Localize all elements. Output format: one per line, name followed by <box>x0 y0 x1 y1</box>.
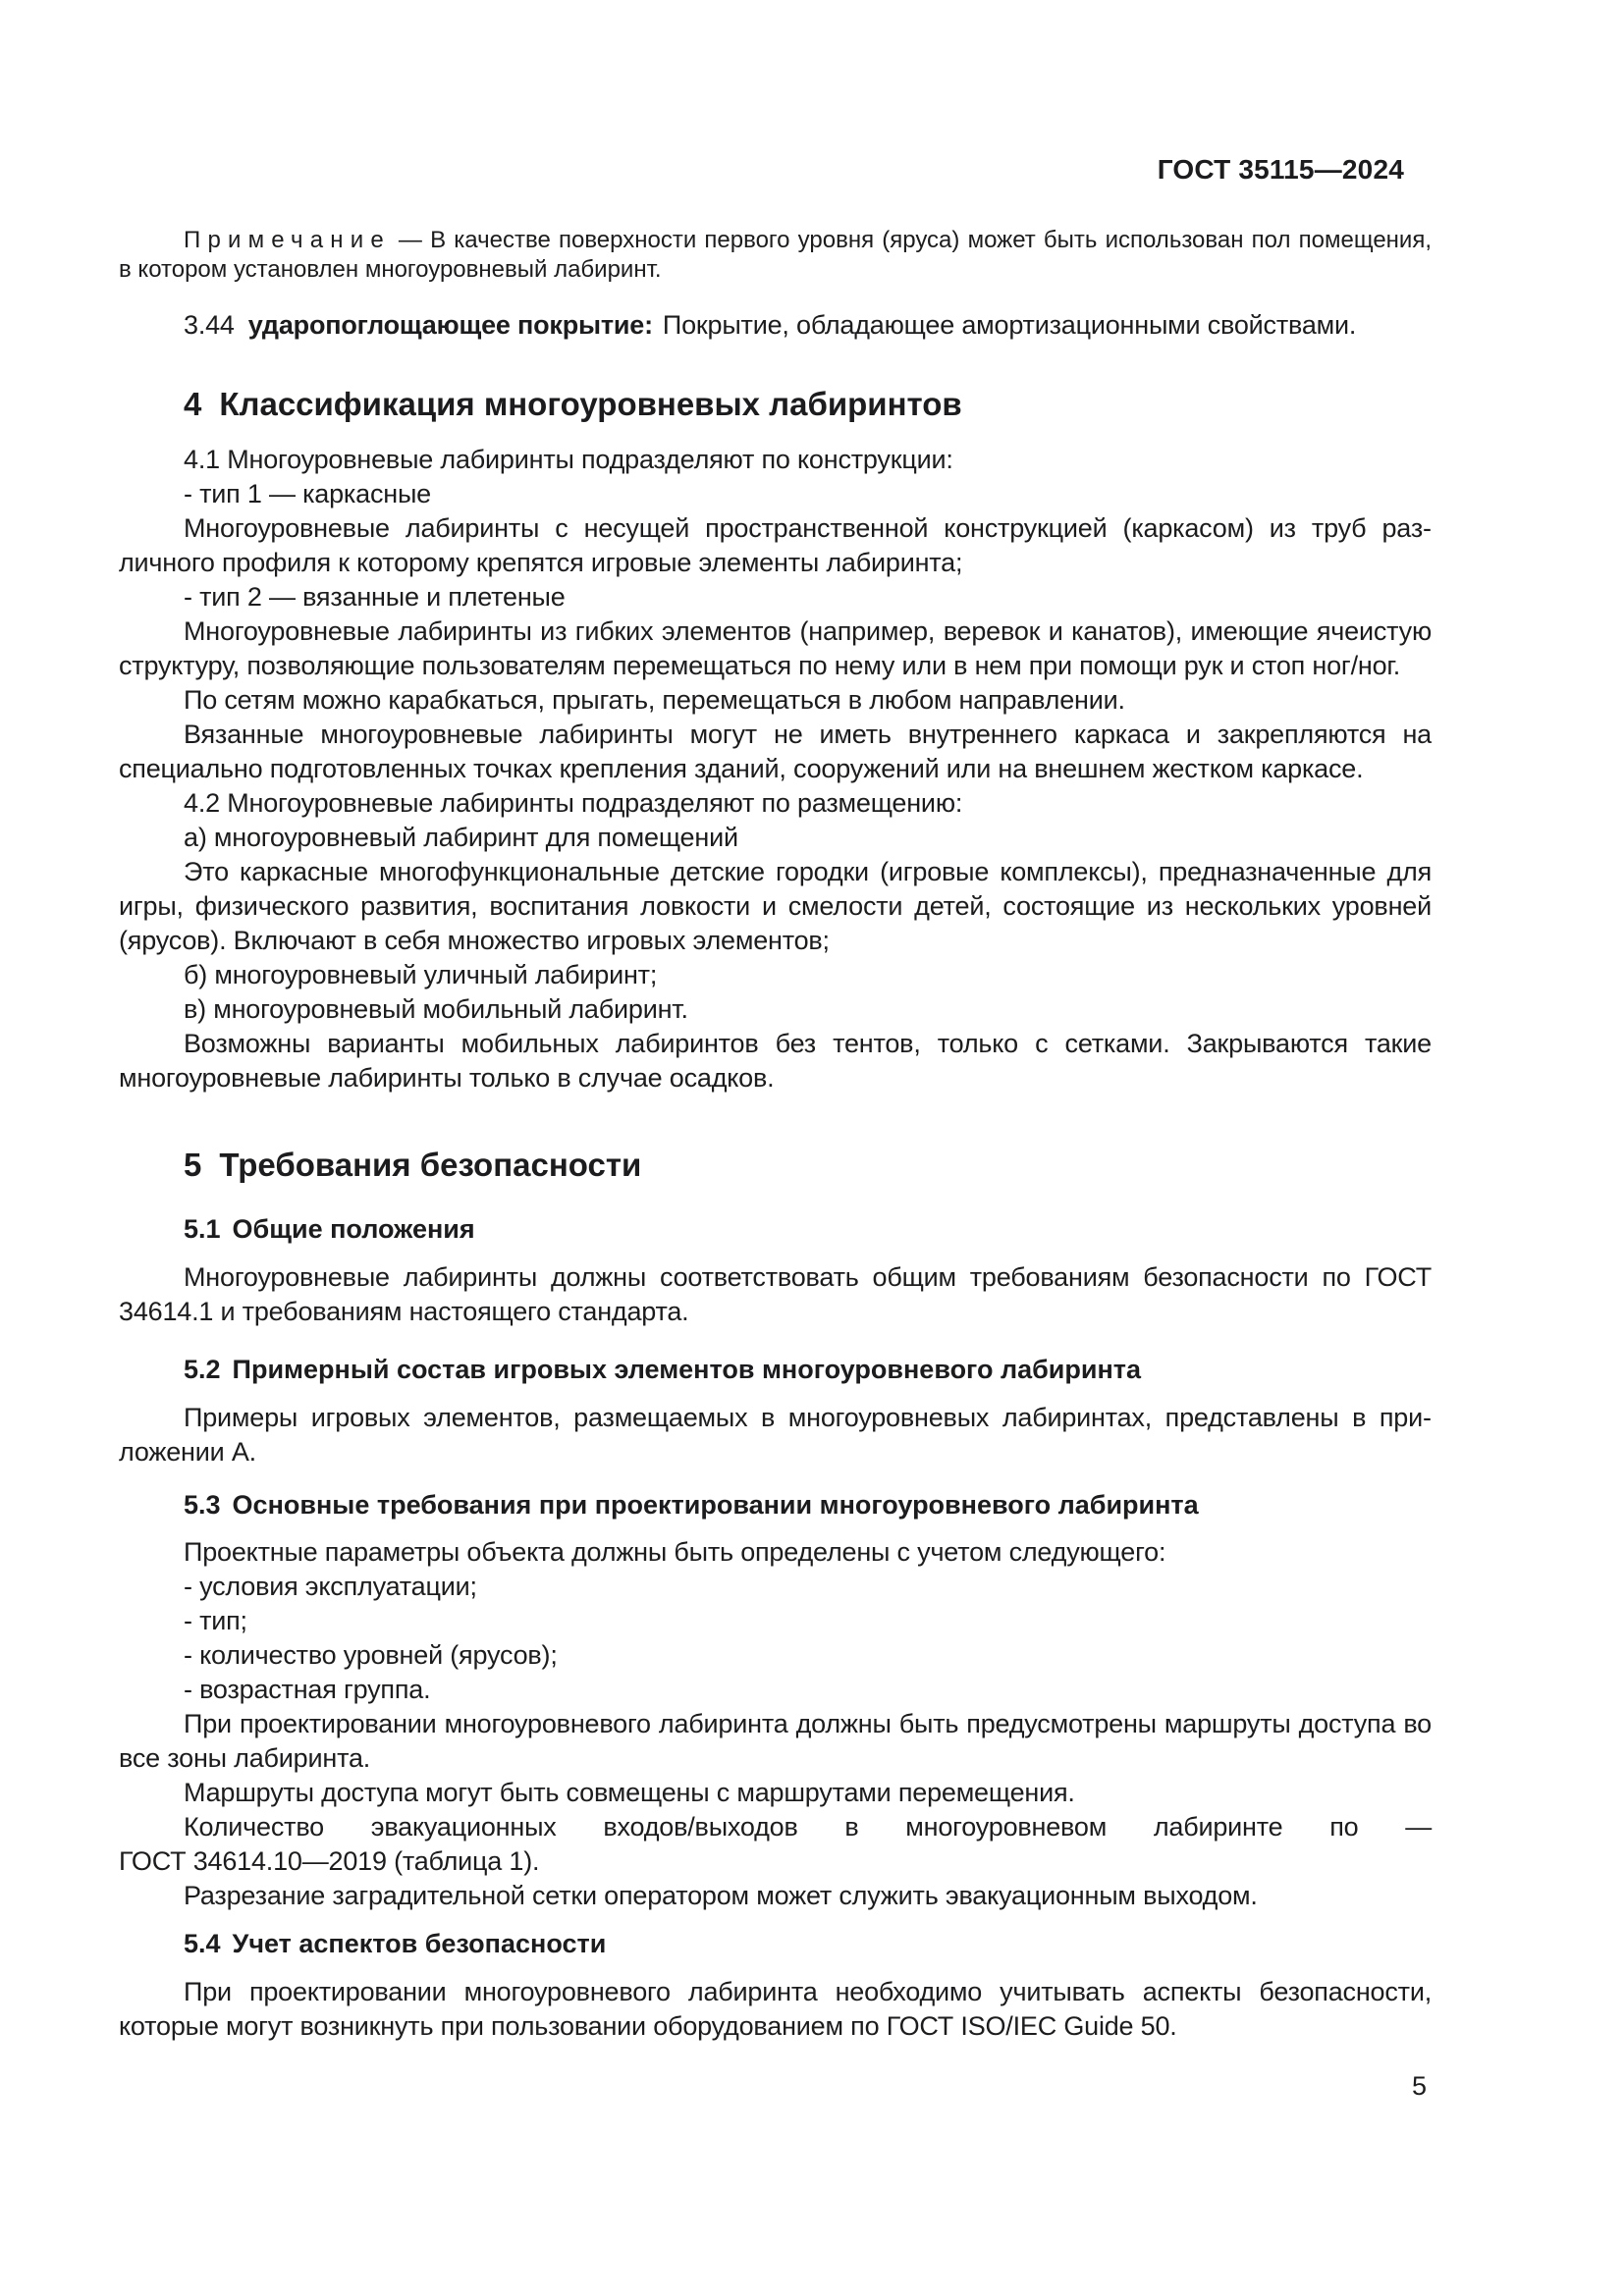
page-number: 5 <box>1411 2071 1427 2101</box>
subsection-5-3-heading <box>119 1488 1432 1522</box>
section-4-title: Классификация многоуровневых лабиринтов <box>219 386 962 422</box>
note-paragraph <box>119 226 1432 285</box>
subsection-5-4-title: Учет аспектов безопасности <box>232 1929 607 1958</box>
routes-combined-paragraph: Маршруты доступа могут быть совмещены с маршрутами перемещения. <box>184 1778 1075 1807</box>
definition-text: Покрытие, обладающее амортизационными свойствами. <box>662 310 1357 340</box>
evacuation-count-line-1: Количество эвакуационных входов/выходов в многоуровневом лабиринте по — <box>184 1812 1432 1842</box>
subsection-5-2-heading <box>119 1353 1432 1387</box>
list-item-operating-conditions: - условия эксплуатации; <box>184 1572 477 1601</box>
section-5-title: Требования безопасности <box>219 1147 642 1183</box>
placement-item-a: а) многоуровневый лабиринт для помещений <box>184 823 738 852</box>
type-1-description: Многоуровневые лабиринты с несущей пространственной конструкцией (каркасом) из труб различного профиля к которому крепятся игровые элементы лабиринта; <box>119 513 1432 577</box>
subsection-5-2-number: 5.2 <box>184 1355 221 1384</box>
safety-aspects-paragraph: При проектировании многоуровневого лабиринта необходимо учитывать аспекты безопасности, которые могут возникнуть при пользовании оборудованием по ГОСТ ISO/IEC Guide 50. <box>119 1977 1432 2041</box>
subsection-5-4-heading <box>119 1927 1432 1961</box>
subsection-5-3-number: 5.3 <box>184 1490 221 1520</box>
nets-paragraph: По сетям можно карабкаться, прыгать, перемещаться в любом направлении. <box>184 685 1125 715</box>
access-routes-paragraph: При проектировании многоуровневого лабиринта должны быть предусмотрены маршруты доступа во все зоны лабиринта. <box>119 1709 1432 1773</box>
design-parameters-paragraph: Проектные параметры объекта должны быть определены с учетом следующего: <box>184 1537 1166 1567</box>
subsection-5-1-number: 5.1 <box>184 1214 221 1244</box>
list-item-age-group: - возрастная группа. <box>184 1675 431 1704</box>
subsection-5-2-paragraph: Примеры игровых элементов, размещаемых в многоуровневых лабиринтах, представлены в приложении А. <box>119 1403 1432 1467</box>
subsection-5-1-paragraph: Многоуровневые лабиринты должны соответствовать общим требованиям безопасности по ГОСТ 34614.1 и требованиям настоящего стандарта. <box>119 1262 1432 1326</box>
placement-item-b: б) многоуровневый уличный лабиринт; <box>184 960 658 989</box>
subsection-5-1-title: Общие положения <box>232 1214 475 1244</box>
text-column <box>119 226 1432 2044</box>
running-header-standard-code: ГОСТ 35115—2024 <box>1157 154 1404 185</box>
note-label: Примечание <box>184 227 391 253</box>
subsection-5-1-heading <box>119 1212 1432 1247</box>
subsection-5-3-title: Основные требования при проектировании многоуровневого лабиринта <box>232 1490 1199 1520</box>
mobile-variants-paragraph: Возможны варианты мобильных лабиринтов без тентов, только с сетками. Закрываются такие многоуровневые лабиринты только в случае осадков. <box>119 1029 1432 1093</box>
subsection-5-4-number: 5.4 <box>184 1929 221 1958</box>
placement-item-a-description: Это каркасные многофункциональные детские городки (игровые комплексы), предназначенные для игры, физического развития, воспитания ловкости и смелости детей, состоящие из нескольких уровней (ярусов). Включают в себя множество игровых элементов; <box>119 857 1432 955</box>
type-1-item: - тип 1 — каркасные <box>184 479 431 508</box>
list-item-levels-count: - количество уровней (ярусов); <box>184 1640 558 1670</box>
placement-item-c: в) многоуровневый мобильный лабиринт. <box>184 994 688 1024</box>
clause-4-2: 4.2 Многоуровневые лабиринты подразделяют по размещению: <box>184 788 963 818</box>
definition-3-44 <box>119 308 1432 343</box>
net-cutting-paragraph: Разрезание заградительной сетки оператором может служить эвакуационным выходом. <box>184 1881 1258 1910</box>
section-5-number: 5 <box>184 1147 202 1183</box>
section-5-heading <box>119 1145 1432 1186</box>
clause-4-1: 4.1 Многоуровневые лабиринты подразделяют по конструкции: <box>184 445 953 474</box>
definition-term: ударопоглощающее покрытие: <box>247 310 653 340</box>
type-2-item: - тип 2 — вязанные и плетеные <box>184 582 566 612</box>
section-4-number: 4 <box>184 386 202 422</box>
list-item-type: - тип; <box>184 1606 247 1635</box>
note-text: — В качестве поверхности первого уровня (яруса) может быть использован пол помещения, в котором установлен многоуровневый лабиринт. <box>119 227 1432 283</box>
evacuation-count-line-2: ГОСТ 34614.10—2019 (таблица 1). <box>119 1846 540 1876</box>
definition-number: 3.44 <box>184 310 235 340</box>
subsection-5-2-title: Примерный состав игровых элементов многоуровневого лабиринта <box>232 1355 1142 1384</box>
type-2-description: Многоуровневые лабиринты из гибких элементов (например, веревок и канатов), имеющие ячеистую структуру, позволяющие пользователям перемещаться по нему или в нем при помощи рук и стоп ног/ног. <box>119 616 1432 680</box>
knitted-paragraph: Вязанные многоуровневые лабиринты могут не иметь внутреннего каркаса и закрепляются на специально подготовленных точках крепления зданий, сооружений или на внешнем жестком каркасе. <box>119 720 1432 783</box>
section-4-heading <box>119 384 1432 425</box>
